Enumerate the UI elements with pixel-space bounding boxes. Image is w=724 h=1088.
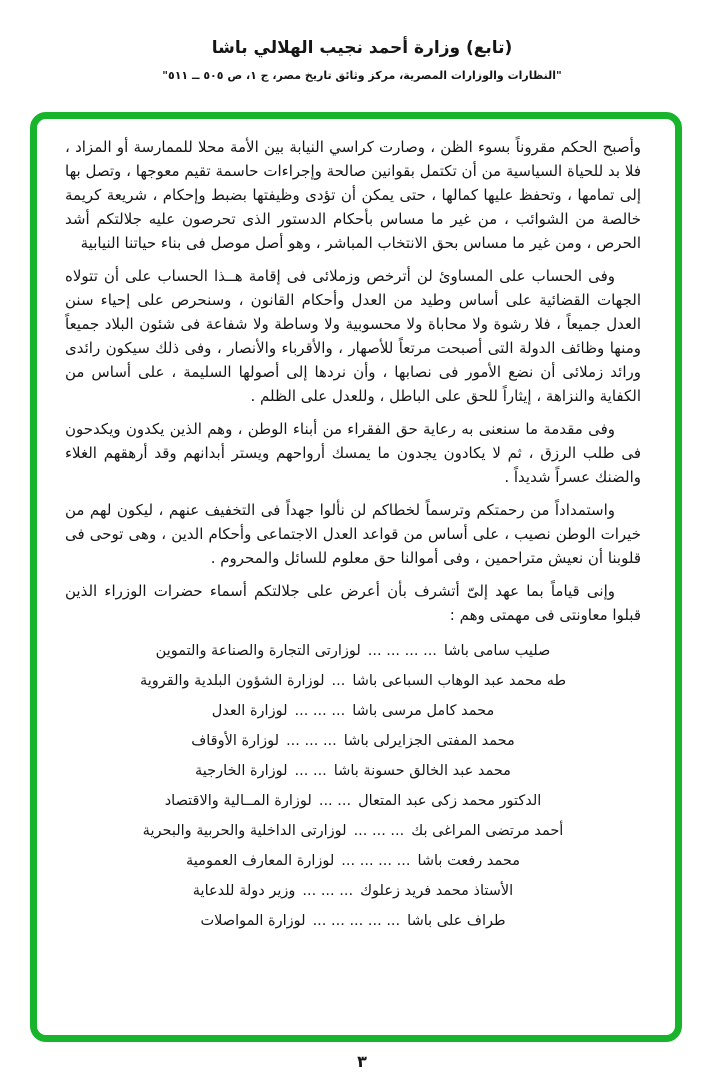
page-title: (تابع) وزارة أحمد نجيب الهلالي باشا xyxy=(211,38,513,58)
minister-name: الدكتور محمد زكى عبد المتعال xyxy=(358,793,542,809)
dots-leader: ... ... xyxy=(294,763,327,779)
citation-line: "النظارات والوزارات المصرية، مركز وثائق تاريخ مصر، ج ١، ص ٥٠٥ ــ ٥١١" xyxy=(162,69,562,82)
document-body-frame xyxy=(30,112,682,1042)
page-number: ٣ xyxy=(357,1052,367,1071)
document-header xyxy=(0,38,724,82)
minister-name: محمد كامل مرسى باشا xyxy=(352,703,495,719)
ministers-list xyxy=(65,636,641,936)
minister-row xyxy=(65,786,641,816)
minister-portfolio: لوزارة المواصلات xyxy=(200,913,306,929)
minister-portfolio: لوزارة المــالية والاقتصاد xyxy=(164,793,312,809)
minister-name: صليب سامى باشا xyxy=(443,643,551,659)
minister-portfolio: لوزارتى التجارة والصناعة والتموين xyxy=(155,643,361,659)
dots-leader: ... ... ... xyxy=(286,733,337,749)
minister-row xyxy=(65,906,641,936)
dots-leader: ... ... ... ... xyxy=(367,643,437,659)
minister-portfolio: لوزارة الشؤون البلدية والقروية xyxy=(139,673,325,689)
minister-row xyxy=(65,696,641,726)
paragraph: وفى مقدمة ما سنعنى به رعاية حق الفقراء من أبناء الوطن ، وهم الذين يكدون ويكدحون فى طلب الرزق ، ثم لا يكادون يجدون ما يمسك أرواحهم ويستر أبدانهم وقد أرهقهم الغلاء والضنك عسراً شديداً . xyxy=(65,420,641,486)
minister-name: أحمد مرتضى المراغى بك xyxy=(411,823,564,839)
minister-portfolio: وزير دولة للدعاية xyxy=(192,883,296,899)
dots-leader: ... ... ... xyxy=(353,823,405,839)
minister-row xyxy=(65,636,641,666)
paragraphs-container xyxy=(65,135,641,627)
dots-leader: ... ... ... xyxy=(294,703,346,719)
minister-name: الأستاذ محمد فريد زعلوك xyxy=(360,883,514,899)
paragraph: وإنى قياماً بما عهد إلىّ أتشرف بأن أعرض على جلالتكم أسماء حضرات الوزراء الذين قبلوا معاونتى فى مهمتى وهم : xyxy=(65,582,641,624)
paragraph: واستمداداً من رحمتكم وترسماً لخطاكم لن نألوا جهداً فى التخفيف عنهم ، ليكون لهم من خيرات الوطن نصيب ، على أساس من قواعد العدل الاجتماعى وأحكام الدين ، وهى توحى فى قلوبنا أن نعيش متراحمين ، وفى أموالنا حق معلوم للسائل والمحروم . xyxy=(65,501,641,567)
minister-row xyxy=(65,816,641,846)
minister-portfolio: لوزارة العدل xyxy=(211,703,288,719)
minister-row xyxy=(65,666,641,696)
dots-leader: ... xyxy=(331,673,346,689)
minister-name: طه محمد عبد الوهاب السباعى باشا xyxy=(352,673,567,689)
dots-leader: ... ... ... ... xyxy=(341,853,411,869)
minister-name: محمد عبد الخالق حسونة باشا xyxy=(333,763,511,779)
minister-name: طراف على باشا xyxy=(407,913,506,929)
minister-portfolio: لوزارتى الداخلية والحربية والبحرية xyxy=(142,823,347,839)
minister-portfolio: لوزارة المعارف العمومية xyxy=(186,853,335,869)
paragraph: وفى الحساب على المساوئ لن أترخص وزملائى فى إقامة هــذا الحساب على أن تتولاه الجهات القضائية على أساس وطيد من العدل وأحكام القانون ، وسنحرص على إحياء سنن العدل جميعاً ، فلا رشوة ولا محاباة ولا محسوبية ولا وساطة ولا شفاعة فى شئون البلاد جميعاً ومنها وظائف الدولة التى أصبحت مرتعاً للأصهار ، والأقرباء والأنصار ، وفى ذلك سيكون رائدى ورائد زملائى أن نضع الأمور فى نصابها ، وأن نردها إلى أصولها السليمة ، على أساس من الكفاية والنزاهة ، إيثاراً للحق على الباطل ، وللعدل على الظلم . xyxy=(65,267,641,405)
minister-row xyxy=(65,756,641,786)
minister-portfolio: لوزارة الخارجية xyxy=(195,763,288,779)
minister-row xyxy=(65,846,641,876)
minister-row xyxy=(65,876,641,906)
paragraph: وأصبح الحكم مقروناً بسوء الظن ، وصارت كراسي النيابة بين الأمة محلا للممارسة أو المزاد ، فلا بد للحياة السياسية من أن تكتمل بقوانين صالحة وإجراءات حاسمة تقيم معوجها ، وتصل بها إلى تمامها ، وتحفظ عليها كمالها ، حتى يمكن أن تؤدى وظيفتها بضبط وإحكام ، شريعة كريمة خالصة من الشوائب ، من غير ما مساس بأحكام الدستور الذى تحرصون عليه جلالتكم أشد الحرص ، ومن غير ما مساس بحق الانتخاب المباشر ، وهو أصل موصل فى بناء حياتنا النيابية xyxy=(65,138,641,252)
dots-leader: ... ... xyxy=(318,793,352,809)
dots-leader: ... ... ... ... ... xyxy=(312,913,401,929)
minister-name: محمد المفتى الجزايرلى باشا xyxy=(343,733,515,749)
dots-leader: ... ... ... xyxy=(302,883,354,899)
minister-portfolio: لوزارة الأوقاف xyxy=(191,733,280,749)
minister-row xyxy=(65,726,641,756)
minister-name: محمد رفعت باشا xyxy=(417,853,520,869)
